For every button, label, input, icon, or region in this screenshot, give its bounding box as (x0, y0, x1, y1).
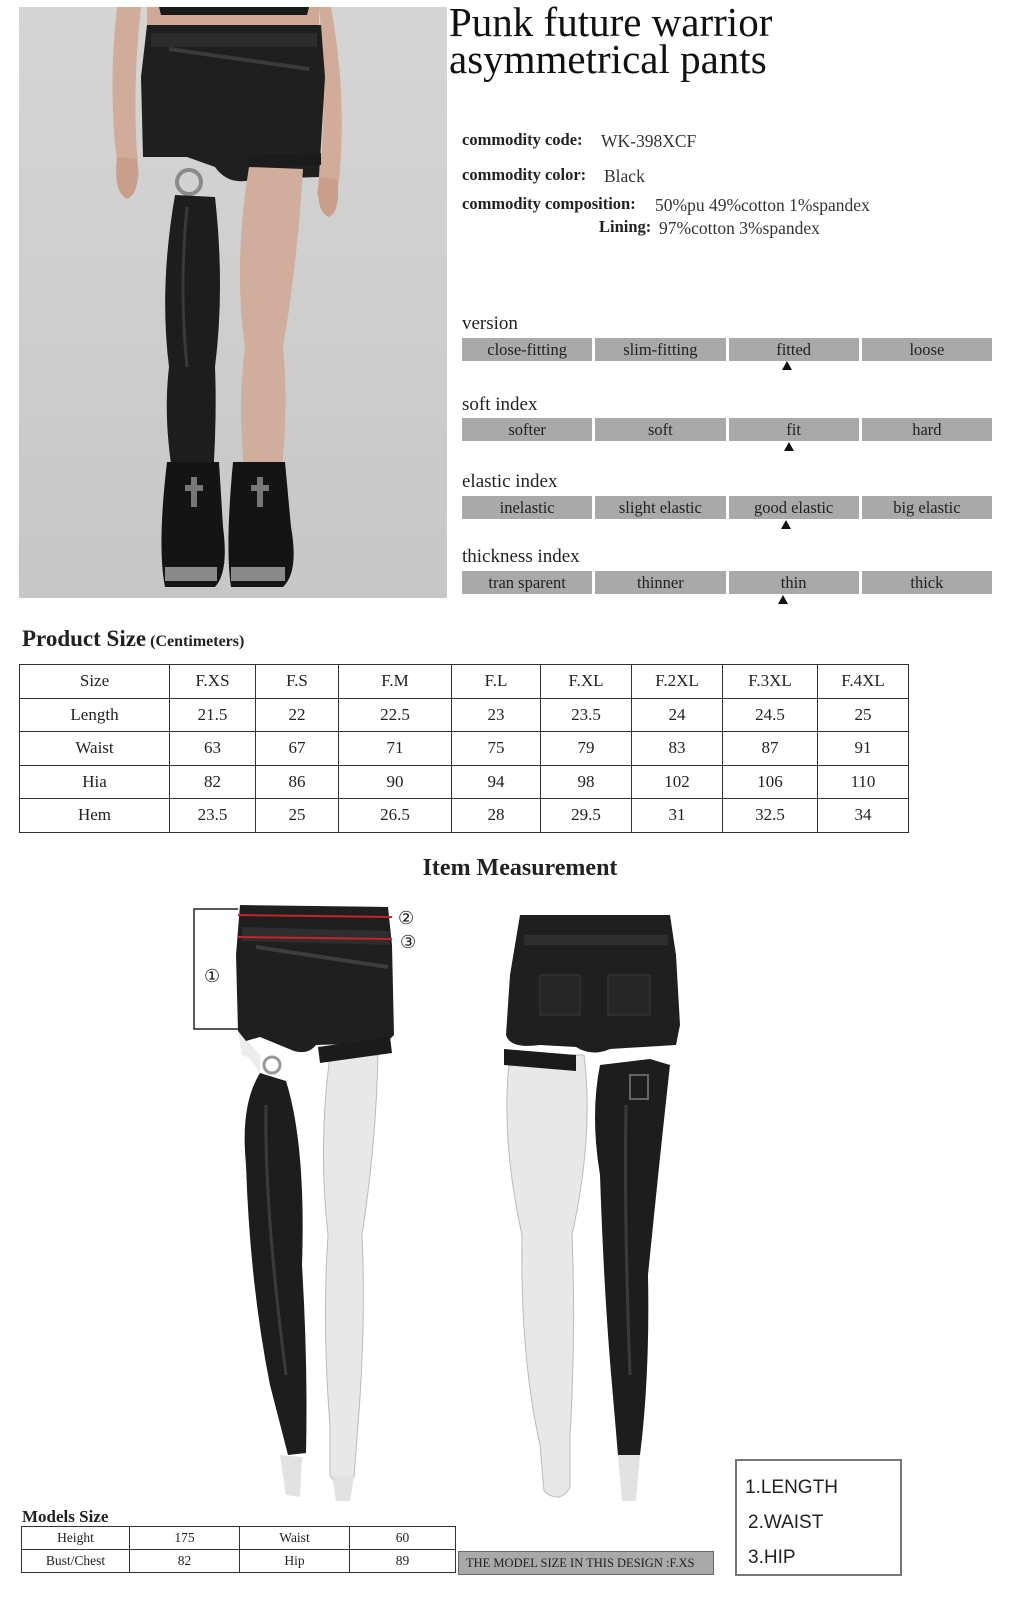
elastic-index-selected-marker-icon (781, 520, 791, 529)
size-table-cell: 22 (256, 698, 339, 732)
thickness-index-option: thick (862, 571, 992, 594)
soft-index-option: hard (862, 418, 992, 441)
models-row-height (22, 1527, 240, 1550)
size-table-cell: 28 (452, 799, 541, 833)
size-table-cell: 21.5 (170, 698, 256, 732)
soft-index-selected-marker-icon (784, 442, 794, 451)
title-line-2: asymmetrical pants (449, 36, 767, 82)
size-table-row (20, 732, 909, 766)
bust-value: 82 (130, 1550, 240, 1573)
soft-index-option-selected: fit (729, 418, 859, 441)
model-figure-illustration (19, 7, 447, 598)
size-table-header-cell: F.M (339, 665, 452, 699)
size-table-header-cell: F.S (256, 665, 339, 699)
size-table-row (20, 698, 909, 732)
size-table-cell: 31 (632, 799, 723, 833)
lining-value: 97%cotton 3%spandex (659, 218, 820, 238)
size-table-cell: 24 (632, 698, 723, 732)
size-table-cell: 23 (452, 698, 541, 732)
size-table-cell: 23.5 (170, 799, 256, 833)
size-table-cell: 98 (541, 765, 632, 799)
waist-label: Waist (240, 1527, 350, 1550)
size-table-cell: 75 (452, 732, 541, 766)
measurement-legend (735, 1459, 902, 1576)
thickness-index-option-selected: thin (729, 571, 859, 594)
commodity-color-value: Black (604, 166, 645, 186)
elastic-index-option-selected: good elastic (729, 496, 859, 519)
size-table-header-cell: F.2XL (632, 665, 723, 699)
waist-value: 60 (350, 1527, 456, 1550)
hip-label: Hip (240, 1550, 350, 1573)
size-table-header-cell: F.L (452, 665, 541, 699)
product-size-title: Product Size (22, 626, 147, 651)
thickness-index-option: tran sparent (462, 571, 592, 594)
version-bar (462, 338, 992, 361)
models-size-table-left (21, 1526, 240, 1573)
size-table-cell: 71 (339, 732, 452, 766)
shorts-front (236, 905, 394, 1052)
size-table-cell: 102 (632, 765, 723, 799)
elastic-index-option: slight elastic (595, 496, 725, 519)
model-size-note: THE MODEL SIZE IN THIS DESIGN :F.XS (458, 1551, 714, 1575)
length-marker-icon: ① (204, 966, 221, 986)
size-table-cell: 94 (452, 765, 541, 799)
size-table-cell: 25 (818, 698, 909, 732)
title-line-1: Punk future warrior (449, 0, 773, 45)
product-title (449, 0, 1009, 82)
elastic-index-option: inelastic (462, 496, 592, 519)
models-row-hip (240, 1550, 456, 1573)
commodity-code-value: WK-398XCF (601, 131, 697, 151)
back-view-illustration (500, 915, 700, 1515)
legend-hip: 3.HIP (748, 1547, 796, 1568)
size-table-cell: 110 (818, 765, 909, 799)
size-table-row (20, 799, 909, 833)
lining-label: Lining: (599, 217, 652, 236)
version-title: version (462, 313, 518, 334)
hip-value: 89 (350, 1550, 456, 1573)
product-size-heading (22, 626, 244, 652)
bust-label: Bust/Chest (22, 1550, 130, 1573)
legend-waist: 2.WAIST (748, 1512, 824, 1533)
height-value: 175 (130, 1527, 240, 1550)
thickness-index-selected-marker-icon (778, 595, 788, 604)
commodity-code-label: commodity code: (462, 130, 583, 149)
size-table-cell: 29.5 (541, 799, 632, 833)
size-table-row (20, 765, 909, 799)
size-table-cell: 24.5 (723, 698, 818, 732)
models-size-title: Models Size (22, 1507, 109, 1526)
size-table-header-cell: F.3XL (723, 665, 818, 699)
size-table-cell: Hem (20, 799, 170, 833)
leather-leg-back (595, 1059, 670, 1455)
version-option: slim-fitting (595, 338, 725, 361)
item-measurement-title: Item Measurement (422, 855, 618, 881)
size-table-cell: 25 (256, 799, 339, 833)
soft-index-option: softer (462, 418, 592, 441)
size-table-cell: 106 (723, 765, 818, 799)
size-table-cell: 90 (339, 765, 452, 799)
elastic-index-option: big elastic (862, 496, 992, 519)
elastic-index-bar (462, 496, 992, 519)
size-table-cell: 34 (818, 799, 909, 833)
commodity-color-label: commodity color: (462, 165, 587, 184)
size-table-cell: 67 (256, 732, 339, 766)
elastic-index-title: elastic index (462, 471, 558, 492)
size-table-cell: 63 (170, 732, 256, 766)
legend-length: 1.LENGTH (745, 1477, 838, 1498)
size-table-cell: 26.5 (339, 799, 452, 833)
size-table-cell: Hia (20, 765, 170, 799)
thickness-index-title: thickness index (462, 546, 580, 567)
size-table-header-cell: F.4XL (818, 665, 909, 699)
size-table-cell: 82 (170, 765, 256, 799)
models-size-table-right (239, 1526, 456, 1573)
size-table-header-cell: F.XS (170, 665, 256, 699)
size-table-cell: 32.5 (723, 799, 818, 833)
size-table-cell: 87 (723, 732, 818, 766)
product-size-table (19, 664, 909, 833)
version-option-selected: fitted (729, 338, 859, 361)
soft-index-option: soft (595, 418, 725, 441)
size-table-cell: 83 (632, 732, 723, 766)
version-option: close-fitting (462, 338, 592, 361)
size-table-cell: Length (20, 698, 170, 732)
front-view-illustration (190, 905, 450, 1505)
thickness-index-bar (462, 571, 992, 594)
model-photo (19, 7, 447, 598)
size-table-cell: 79 (541, 732, 632, 766)
leather-leg-front (245, 1073, 307, 1455)
size-table-header-row (20, 665, 909, 699)
size-table-cell: 91 (818, 732, 909, 766)
size-table-header-cell: Size (20, 665, 170, 699)
version-option: loose (862, 338, 992, 361)
models-row-bust (22, 1550, 240, 1573)
hip-marker-icon: ③ (400, 932, 417, 952)
version-selected-marker-icon (782, 361, 792, 370)
height-label: Height (22, 1527, 130, 1550)
product-size-unit: (Centimeters) (150, 633, 245, 650)
size-table-header-cell: F.XL (541, 665, 632, 699)
size-table-cell: 23.5 (541, 698, 632, 732)
waist-marker-icon: ② (398, 908, 415, 928)
thickness-index-option: thinner (595, 571, 725, 594)
models-row-waist (240, 1527, 456, 1550)
size-table-cell: Waist (20, 732, 170, 766)
size-table-cell: 86 (256, 765, 339, 799)
soft-index-title: soft index (462, 394, 538, 415)
commodity-composition-value: 50%pu 49%cotton 1%spandex (655, 195, 870, 215)
commodity-composition-label: commodity composition: (462, 194, 636, 213)
size-table-cell: 22.5 (339, 698, 452, 732)
soft-index-bar (462, 418, 992, 441)
